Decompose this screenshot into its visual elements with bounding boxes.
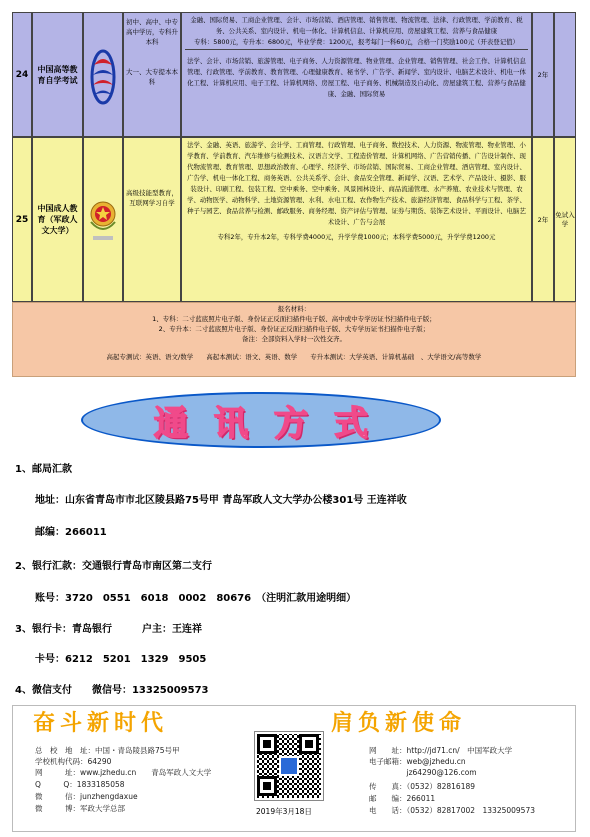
section-title-banner xyxy=(81,392,441,448)
program-majors xyxy=(181,137,532,302)
footer-line: 电 话：（0532）82817002 13325009573 xyxy=(369,806,535,815)
footer-line: 学校机构代码：64290 xyxy=(35,757,112,766)
requirement-item: 1、专科：二寸蓝底照片电子版、身份证正反面扫描件电子版、高中或中专学历证书扫描件电子版； xyxy=(152,315,436,323)
bank-account: 账号：3720 0551 6018 0002 80676 （注明汇款用途明细） xyxy=(35,593,357,604)
bank-remittance-label: 2、银行汇款：交通银行青岛市南区第二支行 xyxy=(15,561,212,572)
program-years: 2年 xyxy=(532,12,554,137)
footer-contact-card xyxy=(12,705,576,832)
level-line: 初中、高中、中专高中学历，专科升本科 xyxy=(126,18,178,46)
section-title: 通讯方式 xyxy=(154,403,394,444)
majors-text: 金融、国际贸易、工商企业管理、会计、市场营销、酒店管理、销售管理、物流管理、法律、行政管理、学前教育、税务、公共关系、室内设计、机电一体化、计算机信息、计算机应用、房屋建筑工程、营养与食品健康 xyxy=(190,16,523,35)
exam-subjects: 高起专测试：英语、语文/数学 高起本测试：语文、英语、数学 专升本测试：大学英语、计算机基础 、大学语文/高等数学 xyxy=(106,353,482,361)
bank-card-number: 卡号：6212 5201 1329 9505 xyxy=(35,654,207,665)
qr-logo-icon xyxy=(279,756,299,776)
postal-remittance-label: 1、邮局汇款 xyxy=(15,464,72,475)
program-level xyxy=(123,137,181,302)
footer-line: 电子邮箱：web@jzhedu.cn xyxy=(369,757,466,766)
bank-card-label: 3、银行卡：青岛银行 户主：王连祥 xyxy=(15,624,202,635)
program-note xyxy=(554,12,576,137)
footer-line[interactable]: 网 址：www.jzhedu.cn 青岛军政人文大学 xyxy=(35,768,212,777)
fee-text: 专科：5800元，专升本：6800元，毕业学费：1200元，报考每门一科60元，合格一门奖励100元（开表登记值） xyxy=(185,37,528,50)
program-level xyxy=(123,12,181,137)
footer-line: 微 博：军政大学总部 xyxy=(35,804,125,813)
requirements-title: 报名材料： xyxy=(277,305,311,313)
program-name: 中国成人教育（军政人文大学） xyxy=(32,137,83,302)
fee-text: 专科2年，专升本2年，专科学费4000元，升学学费1000元；本科学费5000元，升学学费1200元 xyxy=(217,233,496,241)
postcode: 邮编：266011 xyxy=(35,527,107,538)
postal-address: 地址：山东省青岛市市北区陵县路75号甲 青岛军政人文大学办公楼301号 王连祥收 xyxy=(35,495,407,506)
wechat-pay-label: 4、微信支付 微信号：13325009573 xyxy=(15,685,209,696)
footer-date: 2019年3月18日 xyxy=(256,807,312,816)
program-majors xyxy=(181,12,532,137)
footer-line: jz64290@126.com xyxy=(369,768,477,777)
slogan-left: 奋斗新时代 xyxy=(33,710,169,736)
footer-line: 邮 编：266011 xyxy=(369,794,436,803)
army-emblem-icon xyxy=(87,192,119,248)
program-note: 免试入学 xyxy=(554,137,576,302)
requirement-item: 备注：全部资料入学时一次性交齐。 xyxy=(242,335,346,343)
row-number: 25 xyxy=(12,137,32,302)
program-name: 中国高等教育自学考试 xyxy=(32,12,83,137)
row-number: 24 xyxy=(12,12,32,137)
table-row xyxy=(12,12,576,137)
footer-line: 微 信：junzhengdaxue xyxy=(35,792,138,801)
slogan-right: 肩负新使命 xyxy=(331,710,467,736)
requirements-box xyxy=(12,302,576,377)
qr-corner-icon xyxy=(299,734,319,754)
qr-corner-icon xyxy=(257,734,277,754)
requirement-item: 2、专升本：二寸蓝底照片电子版、身份证正反面扫描件电子版、大专学历证书扫描件电子版； xyxy=(158,325,430,333)
footer-line[interactable]: 网 址：http://jd71.cn/ 中国军政大学 xyxy=(369,746,513,755)
footer-line: 传 真：（0532）82816189 xyxy=(369,782,476,791)
table-row xyxy=(12,137,576,302)
program-logo xyxy=(83,137,123,302)
footer-line: 总 校 地 址：中国・青岛陵县路75号甲 xyxy=(35,746,180,755)
qr-corner-icon xyxy=(257,776,277,796)
footer-line: Q Q：1833185058 xyxy=(35,780,125,789)
program-logo xyxy=(83,12,123,137)
majors-text-2: 法学、会计、市场营销、旅游管理、电子商务、人力资源管理、物业管理、企业管理、销售管理、社会工作、计算机信息管理、行政管理、学前教育、教育管理、心理健康教育、秘书学、广告学、新闻学、室内设计、电脑艺术设计、机电一体化工程、计算机应用、电子工程、计算机网络、房屋工程、电子商务、机械制造及自动化、房屋建筑工程、营养与食品健康、金融、国际贸易 xyxy=(187,57,526,98)
level-line: 高级技能型教育，互联网学习自学 xyxy=(126,189,178,207)
level-line: 大一、大专提本本科 xyxy=(126,68,178,86)
majors-text: 法学、金融、英语、旅游学、会计学、工商管理、行政管理、电子商务、数控技术、人力资源、物流管理、物业管理、小学教育、学前教育、汽车维修与检测技术、汉语言文学、工程造价管理、计算机网络、广告营销传播、广告设计制作、现代物流管理、教育管理、思想政治教育、心理学、经济学、市场营销、国际贸易、工商企业管理、酒店管理、室内设计、广告学、机电一体化工程、商务英语、公共关系学、会计、食品安全管理、新闻学、汉语、艺术学、产品设计、摄影、服装设计、印刷工程、包装工程、空中乘务、空中乘务、风景园林设计、商品流通管理、水产养殖、农业技术与管理、农学、动物医学、动物科学、土地资源管理、水利、水电工程、农作物生产技术、旅游经济管理、食品科学与工程、茶学、种子与园艺、食品营养与检测、邮政服务、商务经理、资产评估与管理、证券与期货、装饰艺术设计、平面设计、电脑艺术设计、广告与会展 xyxy=(187,141,526,226)
self-study-logo-icon xyxy=(88,45,118,105)
program-years: 2年 xyxy=(532,137,554,302)
